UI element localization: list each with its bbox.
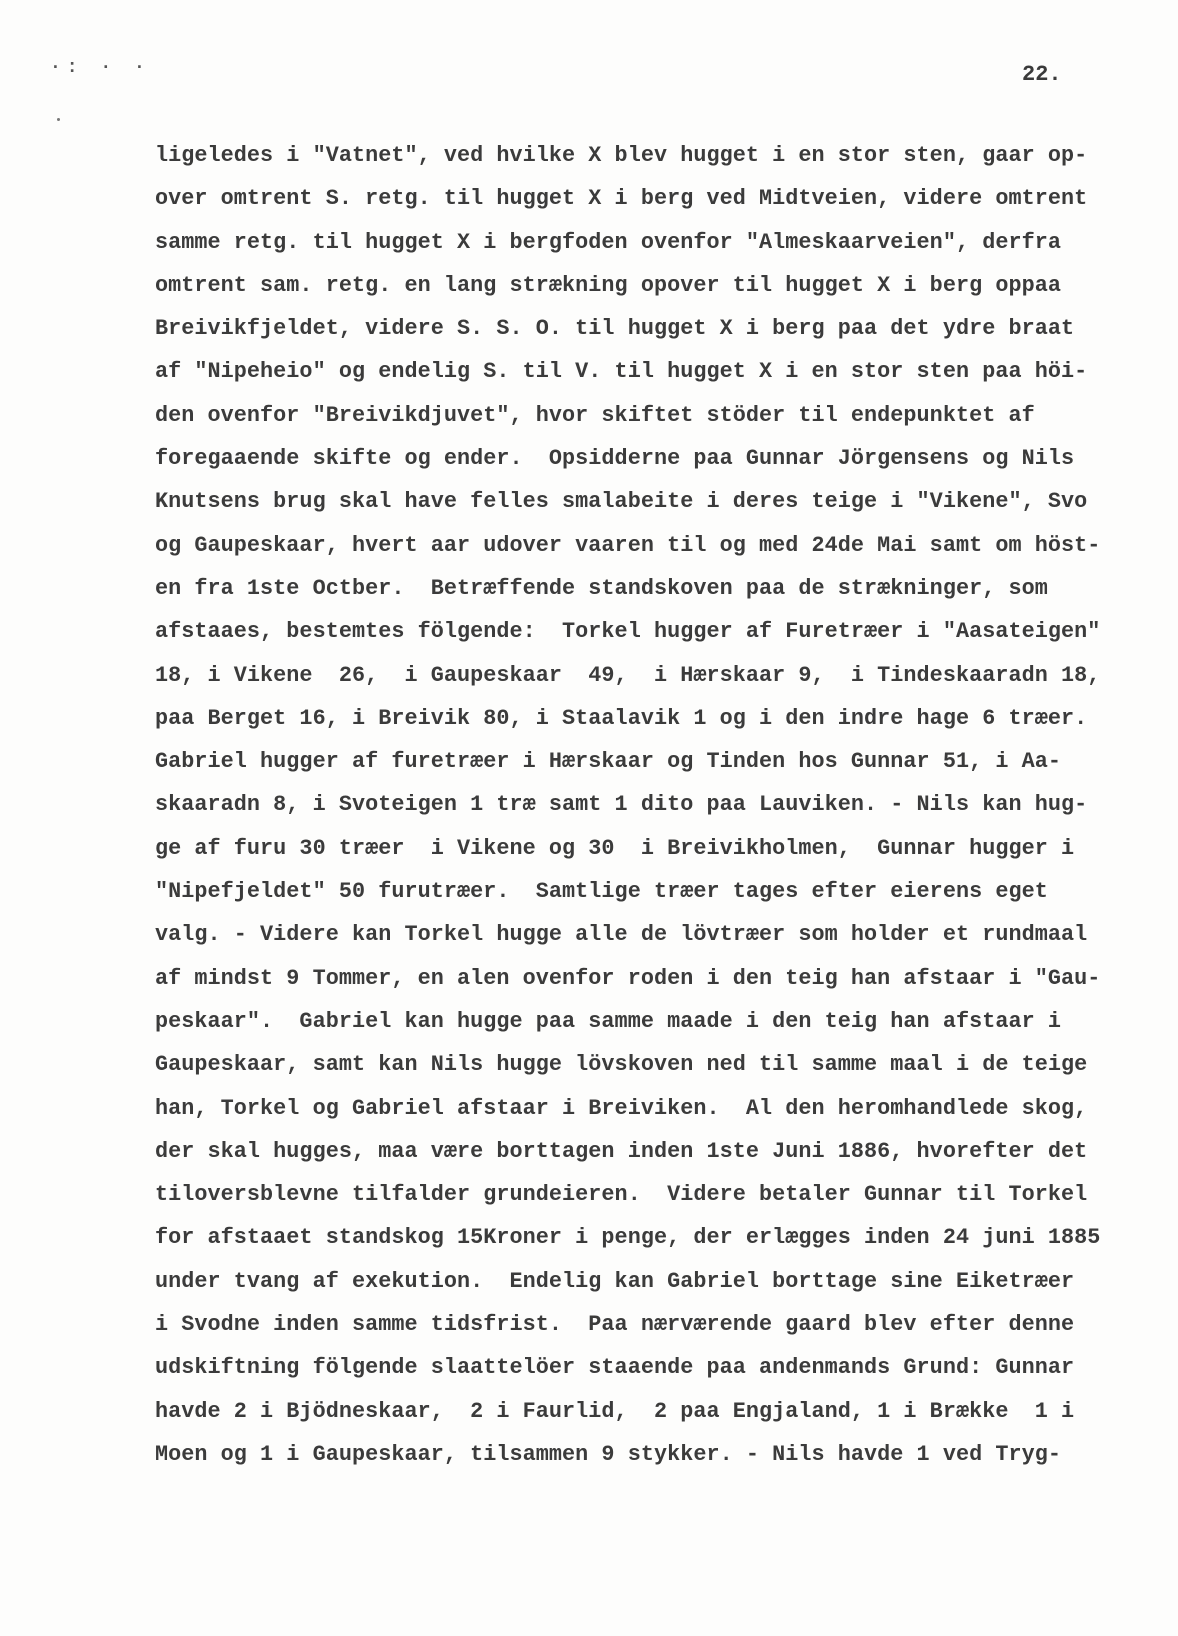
text-line: under tvang af exekution. Endelig kan Gabriel borttage sine Eiketræer xyxy=(155,1268,1075,1294)
text-line: af "Nipeheio" og endelig S. til V. til hugget X i en stor sten paa höi- xyxy=(155,359,1088,385)
text-line: afstaaes, bestemtes fölgende: Torkel hugger af Furetræer i "Aasateigen" xyxy=(155,619,1101,645)
text-line: Breivikfjeldet, videre S. S. O. til hugget X i berg paa det ydre braat xyxy=(155,316,1075,342)
text-line: ligeledes i "Vatnet", ved hvilke X blev hugget i en stor sten, gaar op- xyxy=(155,143,1088,168)
text-line: havde 2 i Bjödneskaar, 2 i Faurlid, 2 paa Engjaland, 1 i Brække 1 i xyxy=(155,1398,1075,1424)
text-line: Moen og 1 i Gaupeskaar, tilsammen 9 stykker. - Nils havde 1 ved Tryg- xyxy=(155,1441,1061,1467)
page-number: 22. xyxy=(1022,62,1062,87)
text-line: der skal hugges, maa være borttagen inden 1ste Juni 1886, hvorefter det xyxy=(155,1138,1088,1164)
text-line: for afstaaet standskog 15Kroner i penge, der erlægges inden 24 juni 1885 xyxy=(155,1225,1101,1251)
text-line: Gaupeskaar, samt kan Nils hugge lövskoven ned til samme maal i de teige xyxy=(155,1052,1088,1078)
text-line: peskaar". Gabriel kan hugge paa samme maade i den teig han afstaar i xyxy=(155,1008,1061,1034)
text-line: skaaradn 8, i Svoteigen 1 træ samt 1 dito paa Lauviken. - Nils kan hug- xyxy=(155,792,1088,818)
text-line: foregaaende skifte og ender. Opsidderne paa Gunnar Jörgensens og Nils xyxy=(155,446,1075,472)
text-line: den ovenfor "Breivikdjuvet", hvor skiftet stöder til endepunktet af xyxy=(155,402,1035,428)
text-line: omtrent sam. retg. en lang strækning opover til hugget X i berg oppaa xyxy=(155,272,1061,298)
text-line: tiloversblevne tilfalder grundeieren. Videre betaler Gunnar til Torkel xyxy=(155,1182,1088,1208)
text-line: valg. - Videre kan Torkel hugge alle de lövtræer som holder et rundmaal xyxy=(155,922,1088,948)
text-line: han, Torkel og Gabriel afstaar i Breiviken. Al den heromhandlede skog, xyxy=(155,1095,1088,1121)
text-line: paa Berget 16, i Breivik 80, i Staalavik 1 og i den indre hage 6 træer. xyxy=(155,705,1088,731)
text-line: 18, i Vikene 26, i Gaupeskaar 49, i Hærskaar 9, i Tindeskaaradn 18, xyxy=(155,662,1101,688)
text-line: udskiftning fölgende slaattelöer staaende paa andenmands Grund: Gunnar xyxy=(155,1355,1075,1381)
text-line: i Svodne inden samme tidsfrist. Paa nærværende gaard blev efter denne xyxy=(155,1312,1075,1338)
document-body xyxy=(155,143,1155,1485)
text-line: ge af furu 30 træer i Vikene og 30 i Breivikholmen, Gunnar hugger i xyxy=(155,835,1075,861)
text-line: og Gaupeskaar, hvert aar udover vaaren til og med 24de Mai samt om höst- xyxy=(155,532,1101,558)
text-line: Knutsens brug skal have felles smalabeite i deres teige i "Vikene", Svo xyxy=(155,489,1088,515)
margin-marks: ·: · · xyxy=(50,58,151,78)
text-line: Gabriel hugger af furetræer i Hærskaar og Tinden hos Gunnar 51, i Aa- xyxy=(155,749,1061,775)
text-line: over omtrent S. retg. til hugget X i berg ved Midtveien, videre omtrent xyxy=(155,186,1088,212)
text-line: af mindst 9 Tommer, en alen ovenfor roden i den teig han afstaar i "Gau- xyxy=(155,965,1101,991)
text-line: samme retg. til hugget X i bergfoden ovenfor "Almeskaarveien", derfra xyxy=(155,229,1061,255)
text-line: "Nipefjeldet" 50 furutræer. Samtlige træer tages efter eierens eget xyxy=(155,879,1048,905)
text-line: en fra 1ste Octber. Betræffende standskoven paa de strækninger, som xyxy=(155,575,1048,601)
margin-dot xyxy=(57,118,60,121)
